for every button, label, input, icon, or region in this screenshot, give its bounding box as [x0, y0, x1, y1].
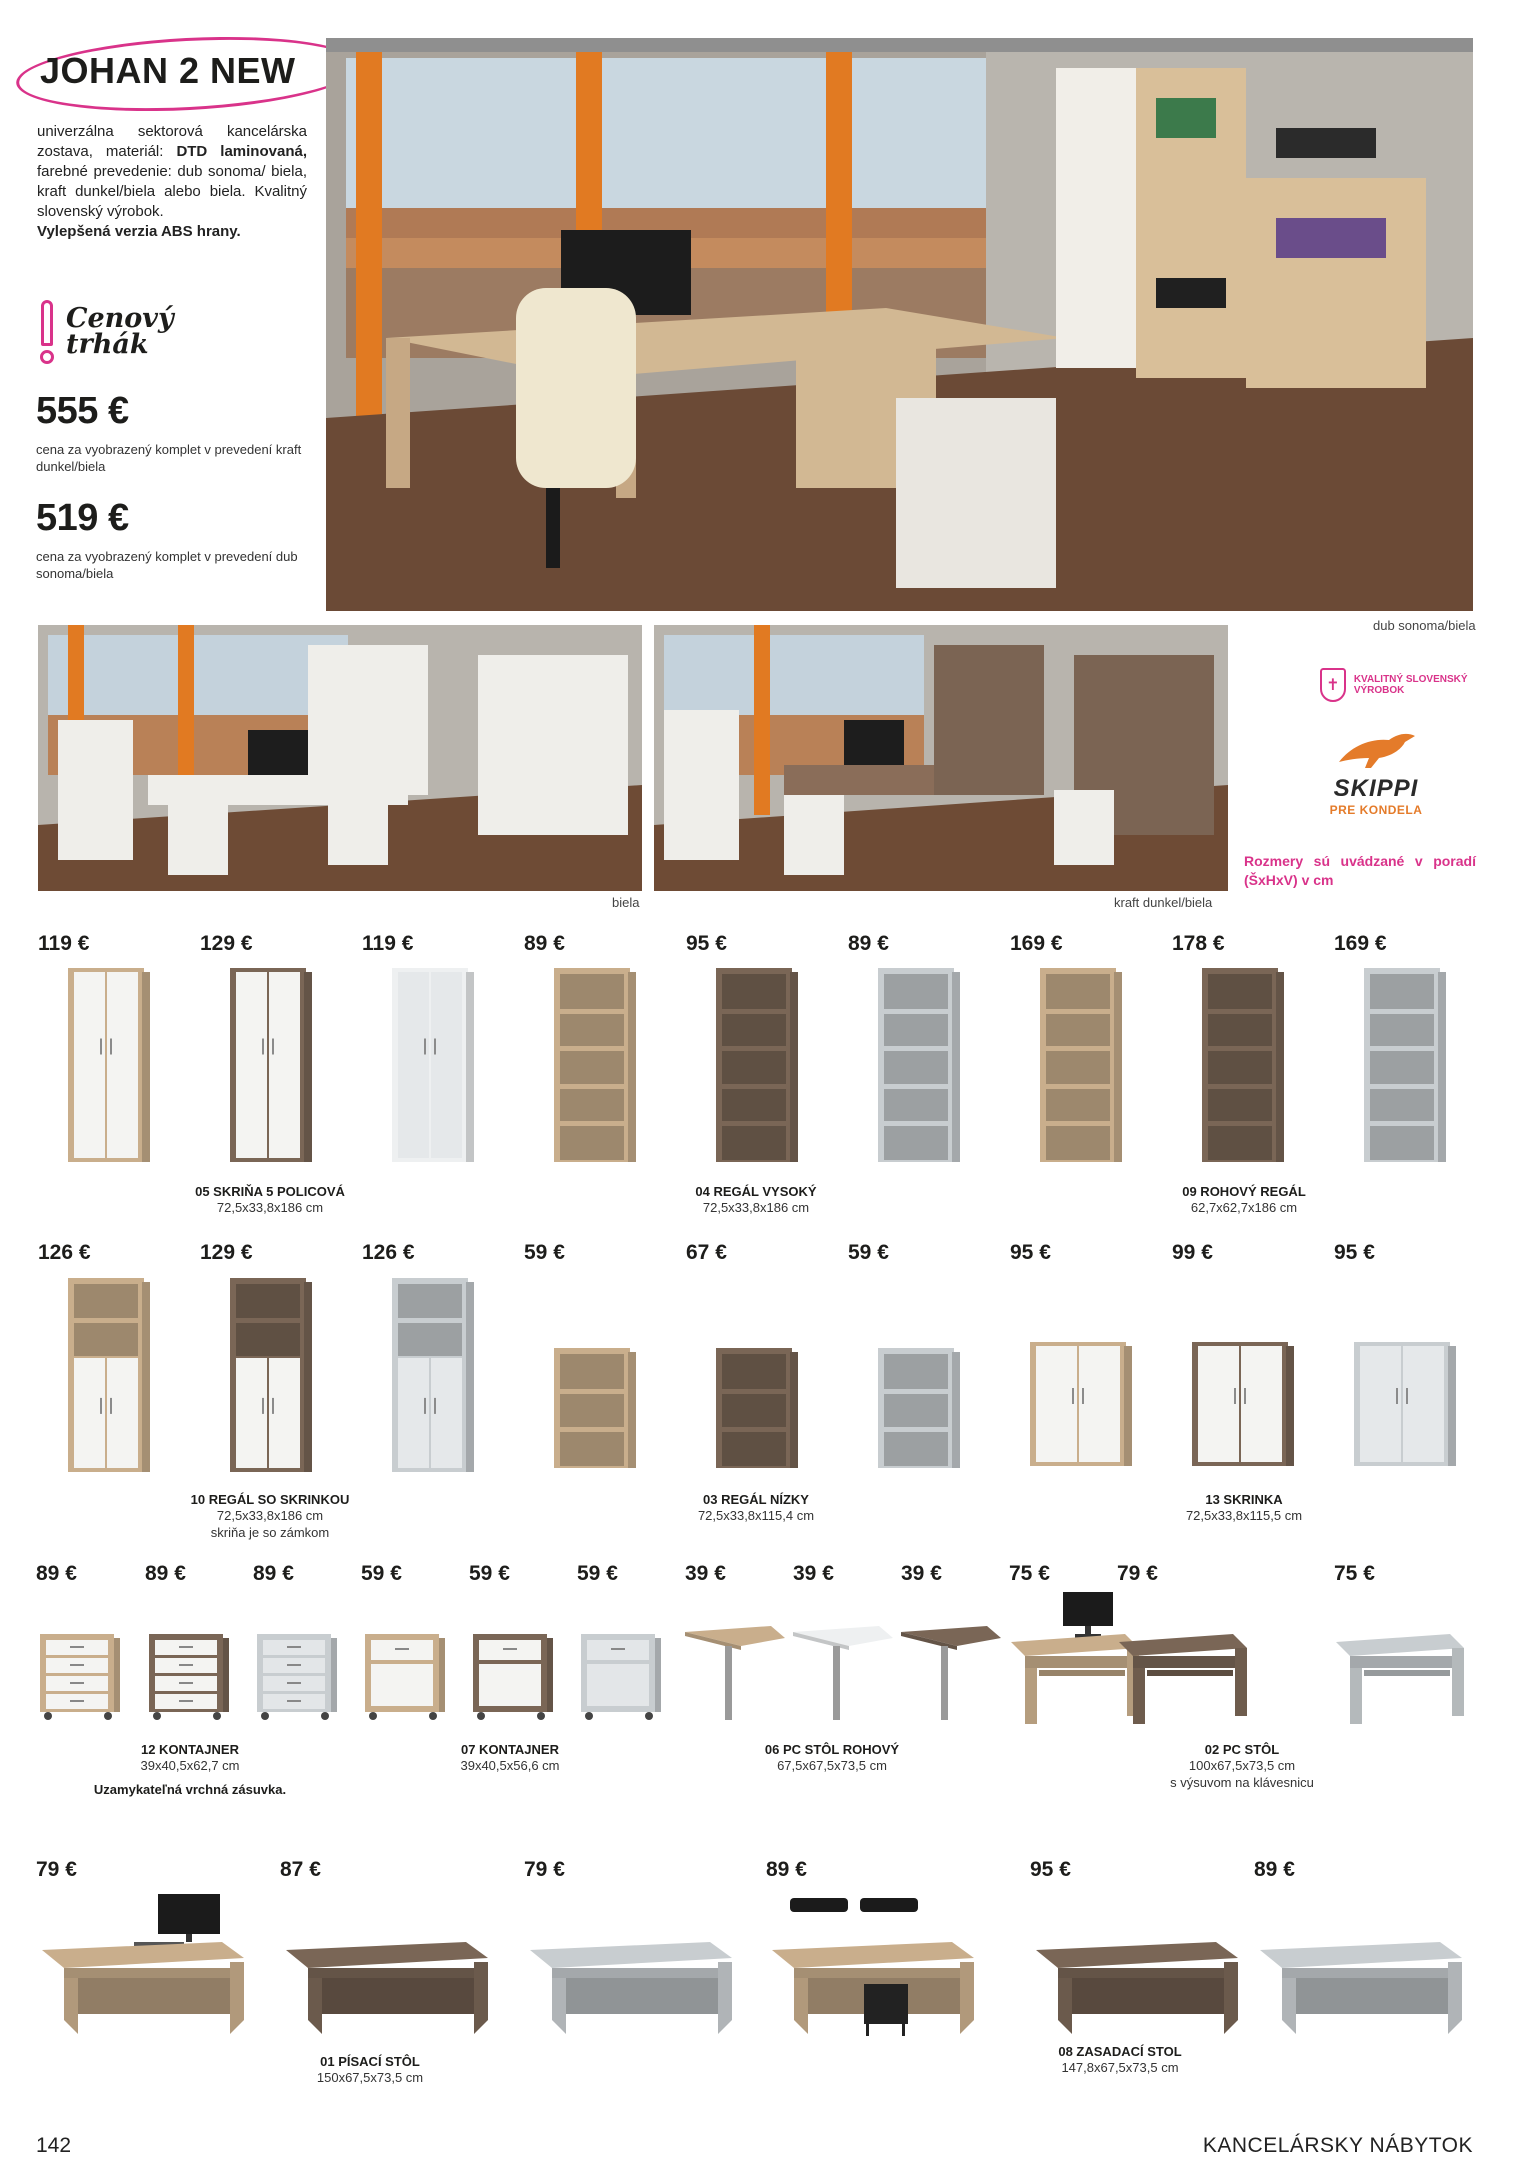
deal-label-line1: Cenový	[66, 303, 174, 334]
product-dimensions: 72,5x33,8x186 cm	[702, 1200, 810, 1215]
badges	[1244, 668, 1484, 817]
kangaroo-icon	[1331, 726, 1421, 770]
hero-caption: dub sonoma/biela	[1373, 618, 1476, 633]
price-label: 89 €	[848, 932, 889, 955]
desk-image[interactable]	[38, 1888, 248, 2043]
price-label: 89 €	[36, 1562, 77, 1585]
price-label: 39 €	[685, 1562, 726, 1585]
product-dimensions: 72,5x33,8x186 cm	[216, 1508, 324, 1523]
low-shelf-image[interactable]	[876, 1346, 962, 1477]
price-label: 95 €	[1030, 1858, 1071, 1881]
tall-cabinet-image[interactable]	[1038, 966, 1124, 1171]
shelf-cabinet-image[interactable]	[228, 1276, 314, 1481]
pc-desk-image[interactable]	[1330, 1590, 1470, 1735]
product-group	[1104, 1184, 1384, 1216]
product-group	[692, 1742, 972, 1774]
product-name: 10 REGÁL SO SKRINKOU	[190, 1492, 350, 1507]
container-image[interactable]	[469, 1630, 555, 1727]
page-title: JOHAN 2 NEW	[40, 50, 296, 91]
product-group	[230, 2054, 510, 2086]
product-dimensions: 62,7x62,7x186 cm	[1190, 1200, 1298, 1215]
price-label: 129 €	[200, 932, 253, 955]
price-label: 178 €	[1172, 932, 1225, 955]
product-dimensions: 67,5x67,5x73,5 cm	[777, 1758, 887, 1773]
price-label: 126 €	[362, 1241, 415, 1264]
price-label: 89 €	[1254, 1858, 1295, 1881]
offer-price: 519 €	[36, 497, 129, 539]
price-label: 87 €	[280, 1858, 321, 1881]
product-group	[980, 2044, 1260, 2076]
product-dimensions: 147,8x67,5x73,5 cm	[1061, 2060, 1179, 2075]
product-name: 02 PC STÔL	[1204, 1742, 1280, 1757]
price-label: 95 €	[1334, 1241, 1375, 1264]
price-label: 75 €	[1334, 1562, 1375, 1585]
skippi-logo	[1316, 726, 1436, 817]
product-dimensions: 39x40,5x56,6 cm	[460, 1758, 560, 1773]
product-dimensions: 100x67,5x73,5 cm	[1188, 1758, 1296, 1773]
product-name: 12 KONTAJNER	[140, 1742, 239, 1757]
product-name: 03 REGÁL NÍZKY	[703, 1492, 809, 1507]
corner-desk-image[interactable]	[789, 1616, 899, 1731]
exclamation-icon	[36, 298, 58, 366]
tall-cabinet-image[interactable]	[66, 966, 152, 1171]
product-note: skriňa je so zámkom	[210, 1525, 330, 1540]
offer-note: cena za vyobrazený komplet v prevedení kraft dunkel/biela	[36, 442, 302, 474]
tall-cabinet-image[interactable]	[1362, 966, 1448, 1171]
description-material: DTD laminovaná,	[176, 143, 307, 160]
price-label: 126 €	[38, 1241, 91, 1264]
product-group	[616, 1492, 896, 1524]
product-name: 06 PC STÔL ROHOVÝ	[764, 1742, 900, 1757]
low-cabinet-image[interactable]	[1352, 1340, 1458, 1475]
desk-image[interactable]	[768, 1888, 978, 2043]
product-note: s výsuvom na klávesnicu	[1170, 1775, 1314, 1790]
price-label: 79 €	[36, 1858, 77, 1881]
shield-icon: ✝	[1320, 668, 1346, 702]
low-cabinet-image[interactable]	[1190, 1340, 1296, 1475]
shelf-cabinet-image[interactable]	[390, 1276, 476, 1481]
tall-cabinet-image[interactable]	[228, 966, 314, 1171]
room-photo-kraft	[654, 625, 1228, 891]
low-cabinet-image[interactable]	[1028, 1340, 1134, 1475]
container-image[interactable]	[577, 1630, 663, 1727]
pc-desk-image[interactable]	[1113, 1590, 1253, 1735]
desk-image[interactable]	[526, 1888, 736, 2043]
low-shelf-image[interactable]	[714, 1346, 800, 1477]
deal-label-line2: trhák	[66, 329, 149, 360]
dimensions-note: Rozmery sú uvádzané v poradí (ŠxHxV) v cm	[1244, 853, 1476, 888]
product-name: 07 KONTAJNER	[460, 1742, 559, 1757]
price-label: 79 €	[1117, 1562, 1158, 1585]
svk-quality-badge	[1320, 668, 1484, 702]
desk-image[interactable]	[1256, 1888, 1466, 2043]
price-label: 169 €	[1334, 932, 1387, 955]
tall-cabinet-image[interactable]	[1200, 966, 1286, 1171]
price-label: 119 €	[38, 932, 90, 955]
price-label: 119 €	[362, 932, 414, 955]
desk-image[interactable]	[282, 1888, 492, 2043]
description-text-1: univerzálna sektorová kancelárska zostava, materiál:	[37, 123, 307, 160]
container-image[interactable]	[253, 1630, 339, 1727]
product-name: 05 SKRIŇA 5 POLICOVÁ	[195, 1184, 345, 1199]
container-image[interactable]	[361, 1630, 447, 1727]
price-label: 169 €	[1010, 932, 1063, 955]
price-label: 59 €	[577, 1562, 618, 1585]
product-name: 08 ZASADACÍ STOL	[1058, 2044, 1182, 2059]
hero-photo	[326, 38, 1473, 611]
price-label: 59 €	[848, 1241, 889, 1264]
shelf-cabinet-image[interactable]	[66, 1276, 152, 1481]
deal-badge	[36, 298, 174, 366]
deal-label	[66, 303, 174, 360]
product-group	[370, 1742, 650, 1774]
product-description	[37, 122, 307, 242]
price-label: 89 €	[145, 1562, 186, 1585]
price-label: 67 €	[686, 1241, 727, 1264]
product-group	[50, 1742, 330, 1797]
price-label: 89 €	[766, 1858, 807, 1881]
tall-cabinet-image[interactable]	[552, 966, 638, 1171]
price-label: 89 €	[253, 1562, 294, 1585]
product-name: 01 PÍSACÍ STÔL	[320, 2054, 420, 2069]
description-strong: Vylepšená verzia ABS hrany.	[37, 223, 241, 240]
offer-1	[36, 390, 316, 475]
description-text-2: farebné prevedenie: dub sonoma/ biela, kraft dunkel/biela alebo biela. Kvalitný slovenský výrobok.	[37, 163, 307, 220]
tall-cabinet-image[interactable]	[714, 966, 800, 1171]
container-image[interactable]	[145, 1630, 231, 1727]
corner-desk-image[interactable]	[897, 1616, 1007, 1731]
price-label: 99 €	[1172, 1241, 1213, 1264]
price-label: 95 €	[686, 932, 727, 955]
product-group	[1102, 1742, 1382, 1791]
price-label: 79 €	[524, 1858, 565, 1881]
kraft-caption: kraft dunkel/biela	[1114, 895, 1213, 910]
white-caption: biela	[612, 895, 640, 910]
product-dimensions: 72,5x33,8x186 cm	[216, 1200, 324, 1215]
product-note: Uzamykateľná vrchná zásuvka.	[93, 1782, 287, 1797]
price-label: 75 €	[1009, 1562, 1050, 1585]
price-label: 95 €	[1010, 1241, 1051, 1264]
tall-cabinet-image[interactable]	[876, 966, 962, 1171]
product-name: 09 ROHOVÝ REGÁL	[1182, 1184, 1306, 1199]
section-title: KANCELÁRSKY NÁBYTOK	[1202, 2134, 1473, 2157]
price-label: 89 €	[524, 932, 565, 955]
price-label: 39 €	[901, 1562, 942, 1585]
low-shelf-image[interactable]	[552, 1346, 638, 1477]
product-dimensions: 72,5x33,8x115,5 cm	[1185, 1508, 1303, 1523]
price-label: 39 €	[793, 1562, 834, 1585]
page-number: 142	[36, 2134, 72, 2157]
corner-desk-image[interactable]	[681, 1616, 791, 1731]
offer-2	[36, 497, 316, 582]
product-group	[130, 1184, 410, 1216]
product-name: 13 SKRINKA	[1205, 1492, 1283, 1507]
offer-note: cena za vyobrazený komplet v prevedení dub sonoma/biela	[36, 549, 298, 581]
tall-cabinet-image[interactable]	[390, 966, 476, 1171]
product-group	[1104, 1492, 1384, 1524]
offer-price: 555 €	[36, 390, 129, 432]
price-label: 59 €	[469, 1562, 510, 1585]
price-label: 59 €	[524, 1241, 565, 1264]
product-name: 04 REGÁL VYSOKÝ	[695, 1184, 817, 1199]
product-dimensions: 150x67,5x73,5 cm	[316, 2070, 424, 2085]
product-dimensions: 72,5x33,8x115,4 cm	[697, 1508, 815, 1523]
room-photo-white	[38, 625, 642, 891]
container-image[interactable]	[36, 1630, 122, 1727]
price-label: 129 €	[200, 1241, 253, 1264]
product-dimensions: 39x40,5x62,7 cm	[140, 1758, 240, 1773]
desk-image[interactable]	[1032, 1888, 1242, 2043]
svk-quality-text: KVALITNÝ SLOVENSKÝ VÝROBOK	[1353, 674, 1468, 696]
price-label: 59 €	[361, 1562, 402, 1585]
skippi-sub: PRE KONDELA	[1329, 803, 1423, 817]
product-group	[130, 1492, 410, 1541]
product-group	[616, 1184, 896, 1216]
skippi-name: SKIPPI	[1333, 775, 1419, 802]
